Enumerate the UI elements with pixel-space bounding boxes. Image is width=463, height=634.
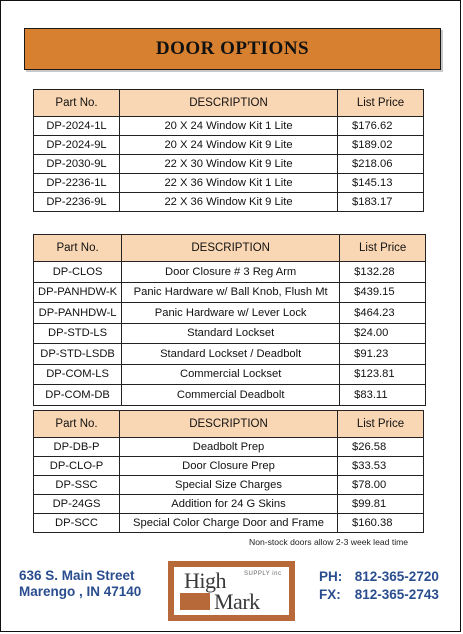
table-row bbox=[34, 364, 426, 385]
description-cell: Door Closure # 3 Reg Arm bbox=[122, 262, 340, 283]
description-cell: Panic Hardware w/ Lever Lock bbox=[122, 303, 340, 324]
part-no-cell: DP-COM-DB bbox=[34, 385, 122, 406]
table-row bbox=[34, 155, 424, 174]
part-no-cell: DP-CLO-P bbox=[34, 457, 120, 476]
table-header-row bbox=[34, 235, 426, 262]
table-row bbox=[34, 514, 424, 533]
price-cell: $189.02 bbox=[338, 136, 424, 155]
description-cell: 20 X 24 Window Kit 1 Lite bbox=[120, 117, 338, 136]
address-line-2: Marengo , IN 47140 bbox=[19, 584, 142, 599]
highmark-logo bbox=[168, 561, 295, 621]
logo-accent-bar bbox=[180, 593, 210, 610]
description-cell: Panic Hardware w/ Ball Knob, Flush Mt bbox=[122, 282, 340, 303]
description-cell: Door Closure Prep bbox=[120, 457, 338, 476]
part-no-cell: DP-STD-LSDB bbox=[34, 344, 122, 365]
part-no-cell: DP-COM-LS bbox=[34, 364, 122, 385]
table-row bbox=[34, 136, 424, 155]
part-no-cell: DP-2024-1L bbox=[34, 117, 120, 136]
price-cell: $132.28 bbox=[340, 262, 426, 283]
table-row bbox=[34, 457, 424, 476]
charges-table bbox=[33, 410, 424, 533]
price-cell: $218.06 bbox=[338, 155, 424, 174]
description-header: DESCRIPTION bbox=[120, 90, 338, 117]
part-no-header: Part No. bbox=[34, 411, 120, 438]
price-cell: $99.81 bbox=[338, 495, 424, 514]
part-no-cell: DP-2236-1L bbox=[34, 174, 120, 193]
table-row bbox=[34, 117, 424, 136]
price-cell: $160.38 bbox=[338, 514, 424, 533]
part-no-cell: DP-DB-P bbox=[34, 438, 120, 457]
price-cell: $33.53 bbox=[338, 457, 424, 476]
table-row bbox=[34, 476, 424, 495]
price-cell: $145.13 bbox=[338, 174, 424, 193]
hardware-table bbox=[33, 234, 426, 406]
table-row bbox=[34, 323, 426, 344]
description-cell: Standard Lockset / Deadbolt bbox=[122, 344, 340, 365]
phone-label: PH: bbox=[319, 569, 343, 584]
part-no-cell: DP-SSC bbox=[34, 476, 120, 495]
lead-time-note: Non-stock doors allow 2-3 week lead time bbox=[249, 537, 409, 547]
description-cell: 22 X 36 Window Kit 1 Lite bbox=[120, 174, 338, 193]
fax-label: FX: bbox=[319, 587, 341, 602]
description-cell: 22 X 36 Window Kit 9 Lite bbox=[120, 193, 338, 212]
list-price-header: List Price bbox=[340, 235, 426, 262]
address-line-1: 636 S. Main Street bbox=[19, 568, 135, 583]
part-no-cell: DP-PANHDW-K bbox=[34, 282, 122, 303]
table-row bbox=[34, 495, 424, 514]
price-cell: $439.15 bbox=[340, 282, 426, 303]
description-header: DESCRIPTION bbox=[122, 235, 340, 262]
page-title: DOOR OPTIONS bbox=[155, 38, 310, 59]
list-price-header: List Price bbox=[338, 90, 424, 117]
part-no-cell: DP-24GS bbox=[34, 495, 120, 514]
table-row bbox=[34, 282, 426, 303]
description-cell: Addition for 24 G Skins bbox=[120, 495, 338, 514]
price-cell: $24.00 bbox=[340, 323, 426, 344]
table-row bbox=[34, 303, 426, 324]
fax-number: 812-365-2743 bbox=[354, 587, 439, 602]
part-no-cell: DP-SCC bbox=[34, 514, 120, 533]
table-row bbox=[34, 262, 426, 283]
description-cell: 22 X 30 Window Kit 9 Lite bbox=[120, 155, 338, 174]
part-no-cell: DP-2030-9L bbox=[34, 155, 120, 174]
part-no-cell: DP-2236-9L bbox=[34, 193, 120, 212]
price-cell: $176.62 bbox=[338, 117, 424, 136]
table-row bbox=[34, 385, 426, 406]
company-address bbox=[19, 568, 141, 600]
description-cell: Special Size Charges bbox=[120, 476, 338, 495]
table-row bbox=[34, 438, 424, 457]
phone-number: 812-365-2720 bbox=[354, 569, 439, 584]
price-cell: $123.81 bbox=[340, 364, 426, 385]
description-cell: Commercial Lockset bbox=[122, 364, 340, 385]
phone-line bbox=[319, 568, 439, 586]
price-cell: $464.23 bbox=[340, 303, 426, 324]
part-no-header: Part No. bbox=[34, 90, 120, 117]
window-kits-table bbox=[33, 89, 424, 212]
table-row bbox=[34, 193, 424, 212]
part-no-cell: DP-STD-LS bbox=[34, 323, 122, 344]
logo-tagline: SUPPLY inc bbox=[244, 571, 282, 577]
price-cell: $91.23 bbox=[340, 344, 426, 365]
part-no-cell: DP-CLOS bbox=[34, 262, 122, 283]
description-cell: 20 X 24 Window Kit 9 Lite bbox=[120, 136, 338, 155]
title-banner bbox=[24, 28, 441, 70]
price-cell: $83.11 bbox=[340, 385, 426, 406]
list-price-header: List Price bbox=[338, 411, 424, 438]
part-no-cell: DP-2024-9L bbox=[34, 136, 120, 155]
description-cell: Commercial Deadbolt bbox=[122, 385, 340, 406]
table-header-row bbox=[34, 411, 424, 438]
fax-line bbox=[319, 586, 439, 604]
part-no-header: Part No. bbox=[34, 235, 122, 262]
price-cell: $183.17 bbox=[338, 193, 424, 212]
table-header-row bbox=[34, 90, 424, 117]
price-cell: $78.00 bbox=[338, 476, 424, 495]
table-row bbox=[34, 344, 426, 365]
description-cell: Standard Lockset bbox=[122, 323, 340, 344]
logo-word-mark: Mark bbox=[214, 589, 260, 614]
part-no-cell: DP-PANHDW-L bbox=[34, 303, 122, 324]
price-cell: $26.58 bbox=[338, 438, 424, 457]
description-cell: Deadbolt Prep bbox=[120, 438, 338, 457]
contact-numbers bbox=[319, 568, 439, 604]
description-cell: Special Color Charge Door and Frame bbox=[120, 514, 338, 533]
table-row bbox=[34, 174, 424, 193]
logo-word-high: High bbox=[184, 568, 226, 593]
description-header: DESCRIPTION bbox=[120, 411, 338, 438]
